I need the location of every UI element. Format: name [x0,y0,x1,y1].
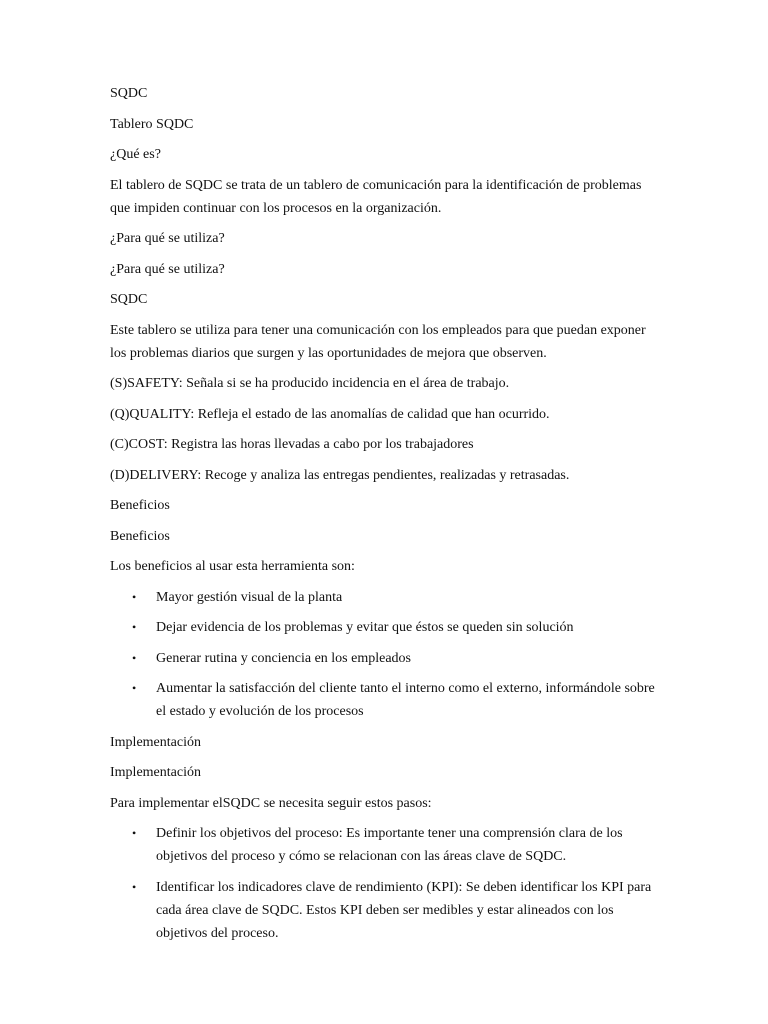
section-heading: Implementación [110,765,201,780]
list-item-text: Generar rutina y conciencia en los empleados [156,650,412,666]
bullet-icon: • [132,826,137,840]
list-item-text: Mayor gestión visual de la planta [156,589,343,605]
paragraph-safety: (S)SAFETY: Señala si se ha producido incidencia en el área de trabajo. [110,376,510,391]
list-item [110,616,662,639]
benefits-list [110,586,662,724]
list-item-text: Aumentar la satisfacción del cliente tanto el interno como el externo, informándole sobre el estado y evolución de los procesos [156,681,655,719]
paragraph: Este tablero se utiliza para tener una comunicación con los empleados para que puedan exponer los problemas diarios que surgen y las oportunidades de mejora que observen. [110,322,646,361]
subheading: SQDC [110,292,148,307]
doc-title: SQDC [110,86,148,101]
list-item [110,647,662,670]
paragraph-delivery: (D)DELIVERY: Recoge y analiza las entregas pendientes, realizadas y retrasadas. [110,467,570,483]
document-body [110,82,662,952]
section-heading: Implementación [110,734,201,750]
bullet-icon: • [132,879,137,894]
subheading: ¿Qué es? [110,147,161,162]
section-heading: Tablero SQDC [110,116,194,132]
section-heading: Beneficios [110,498,170,513]
list-item [110,822,662,868]
paragraph: El tablero de SQDC se trata de un tablero de comunicación para la identificación de problemas que impiden continuar con los procesos en la organización. [110,177,642,216]
implementation-steps-list [110,822,662,945]
paragraph-quality: (Q)QUALITY: Refleja el estado de las anomalías de calidad que han ocurrido. [110,406,550,422]
list-item-text: Definir los objetivos del proceso: Es importante tener una comprensión clara de los objetivos del proceso y cómo se relacionan con las áreas clave de SQDC. [156,826,623,864]
subheading: ¿Para qué se utiliza? [110,261,225,277]
bullet-icon: • [132,650,137,665]
list-item [110,876,662,945]
bullet-icon: • [132,681,137,695]
paragraph: Para implementar elSQDC se necesita seguir estos pasos: [110,795,432,811]
list-item [110,677,662,723]
list-item [110,586,662,609]
section-heading: Beneficios [110,528,170,544]
paragraph-cost: (C)COST: Registra las horas llevadas a cabo por los trabajadores [110,437,474,452]
bullet-icon: • [132,589,137,604]
list-item-text: Identificar los indicadores clave de rendimiento (KPI): Se deben identificar los KPI para cada área clave de SQDC. Estos KPI deben ser medibles y estar alineados con los objetivos del proceso. [156,879,652,941]
paragraph: Los beneficios al usar esta herramienta son: [110,559,355,574]
bullet-icon: • [132,620,137,634]
subheading: ¿Para qué se utiliza? [110,231,225,246]
list-item-text: Dejar evidencia de los problemas y evitar que éstos se queden sin solución [156,620,574,635]
